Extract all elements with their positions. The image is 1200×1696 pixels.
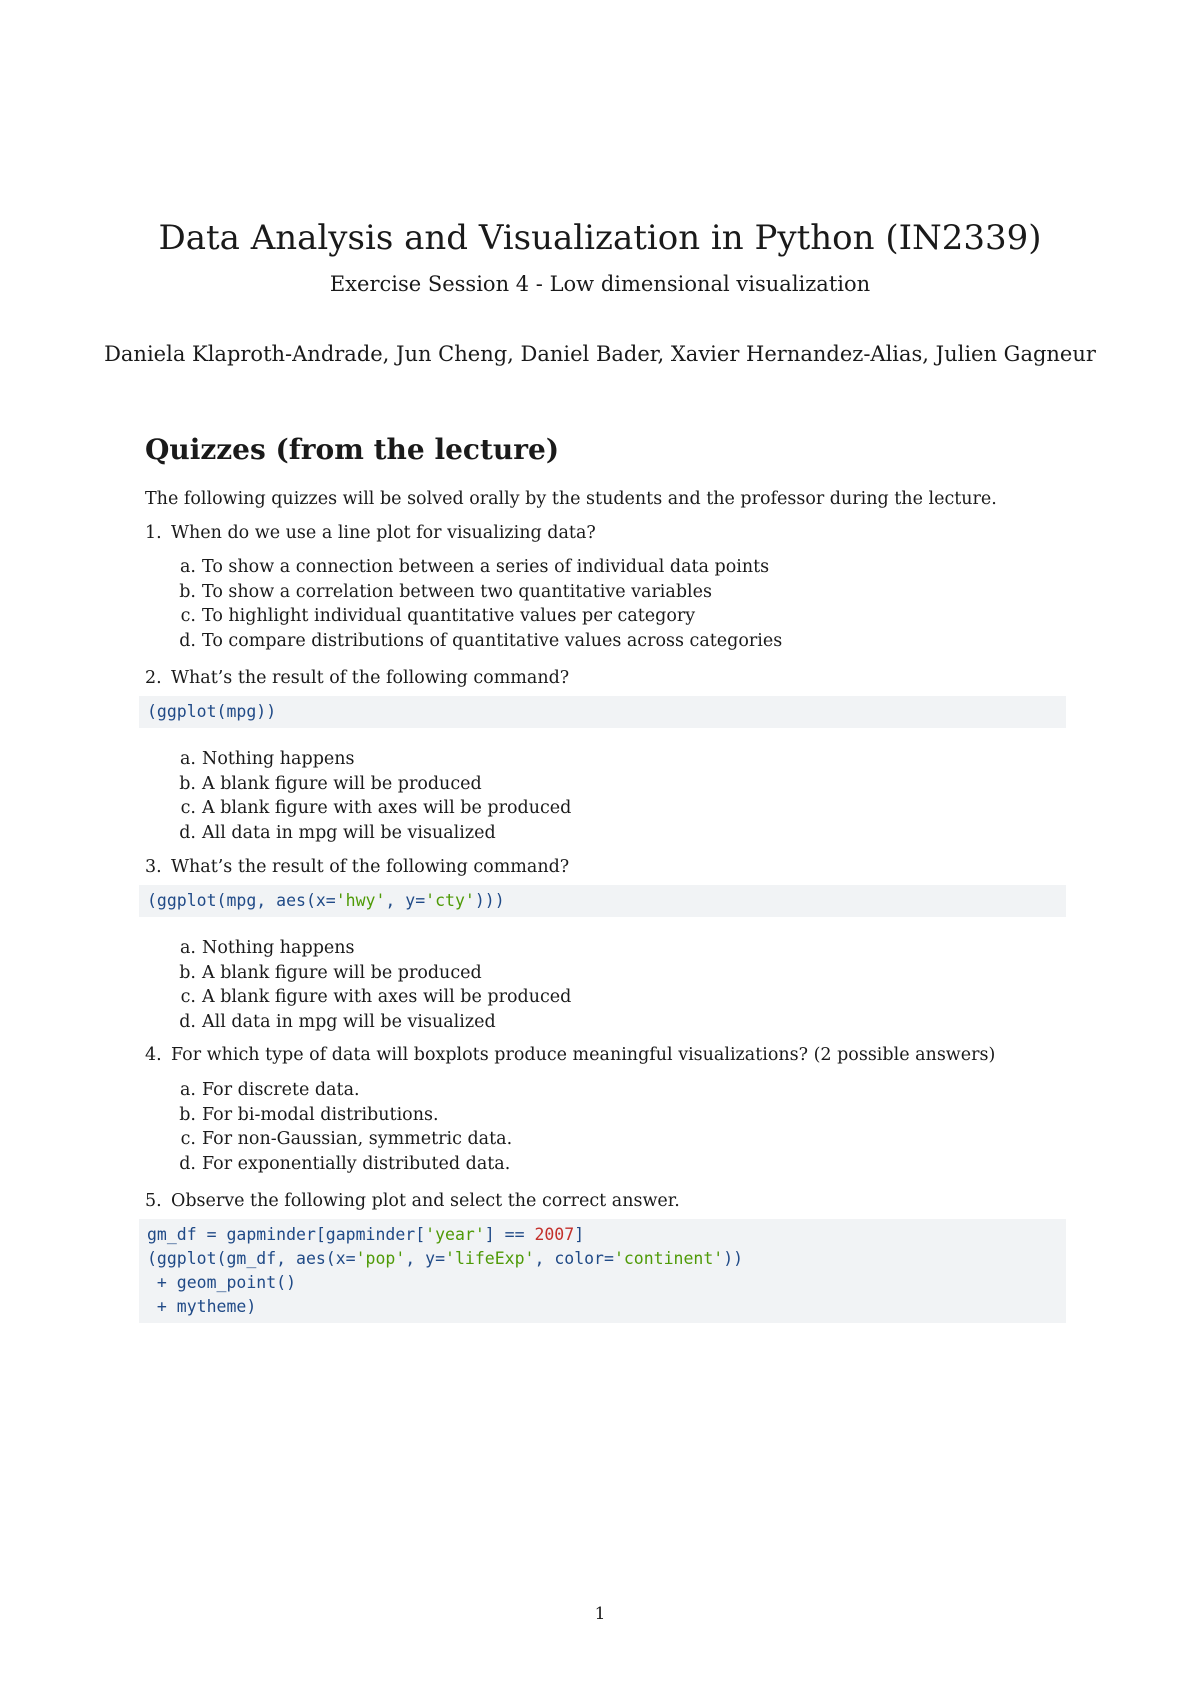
question-2 — [145, 666, 569, 690]
option-text: To compare distributions of quantitative values across categories — [202, 630, 783, 651]
code-token: ] == — [484, 1225, 535, 1244]
question-text: When do we use a line plot for visualizing data? — [171, 523, 596, 543]
question-number: 5. — [145, 1191, 162, 1211]
code-string: 'cty' — [425, 891, 475, 910]
option-letter: c. — [180, 798, 196, 818]
document-authors: Daniela Klaproth-Andrade, Jun Cheng, Daniel Bader, Xavier Hernandez-Alias, Julien Gagneur — [104, 342, 1096, 366]
question-text: What’s the result of the following command? — [171, 668, 570, 688]
question-5 — [145, 1189, 680, 1213]
code-token: gm_df = gapminder[gapminder[ — [147, 1225, 426, 1244]
question-number: 3. — [145, 857, 162, 877]
option-text: For discrete data. — [202, 1080, 360, 1100]
option-letter: d. — [179, 822, 196, 843]
option-text: Nothing happens — [202, 938, 355, 958]
question-3 — [145, 855, 569, 879]
code-token: ] — [574, 1225, 585, 1244]
section-heading: Quizzes (from the lecture) — [145, 433, 560, 466]
option-text: To highlight individual quantitative values per category — [202, 606, 696, 626]
option-letter: b. — [179, 773, 196, 794]
list-item — [168, 1078, 512, 1103]
option-letter: c. — [180, 606, 196, 626]
section-intro: The following quizzes will be solved orally by the students and the professor during the lecture. — [145, 489, 997, 509]
list-item — [168, 555, 782, 580]
option-text: For exponentially distributed data. — [202, 1153, 511, 1174]
code-token: , y= — [385, 891, 426, 910]
list-item — [168, 747, 571, 772]
code-line — [147, 1247, 1058, 1271]
question-1-options — [168, 555, 782, 653]
list-item — [168, 985, 571, 1010]
option-letter: b. — [179, 962, 196, 983]
option-text: A blank figure will be produced — [202, 773, 482, 794]
code-token: , y= — [405, 1249, 446, 1268]
list-item — [168, 936, 571, 961]
list-item — [168, 1010, 571, 1035]
list-item — [168, 821, 571, 846]
document-title: Data Analysis and Visualization in Python (IN2339) — [158, 218, 1042, 258]
code-block-2 — [139, 696, 1066, 728]
option-text: A blank figure with axes will be produced — [202, 987, 572, 1007]
code-line — [147, 1295, 1058, 1319]
question-4-options — [168, 1078, 512, 1176]
list-item — [168, 1152, 512, 1177]
code-block-5 — [139, 1219, 1066, 1323]
option-text: All data in mpg will be visualized — [202, 1011, 496, 1032]
option-letter: a. — [180, 557, 196, 577]
option-letter: a. — [180, 1080, 196, 1100]
code-token: , color= — [534, 1249, 614, 1268]
code-line — [147, 1223, 1058, 1247]
code-line — [147, 1271, 1058, 1295]
code-string: 'year' — [425, 1225, 485, 1244]
option-text: For non-Gaussian, symmetric data. — [202, 1129, 513, 1149]
code-number: 2007 — [534, 1225, 575, 1244]
code-string: 'hwy' — [335, 891, 386, 910]
option-letter: b. — [179, 581, 196, 602]
question-2-options — [168, 747, 571, 845]
option-text: To show a connection between a series of individual data points — [202, 557, 770, 577]
option-letter: a. — [180, 938, 196, 958]
question-number: 4. — [145, 1045, 162, 1065]
option-letter: b. — [179, 1104, 196, 1125]
question-text: What’s the result of the following command? — [171, 857, 570, 877]
option-text: A blank figure with axes will be produced — [202, 798, 572, 818]
code-line: (ggplot(mpg)) — [147, 702, 277, 721]
option-text: Nothing happens — [202, 749, 355, 769]
code-string: 'lifeExp' — [445, 1249, 535, 1268]
option-letter: c. — [180, 1129, 196, 1149]
list-item — [168, 580, 782, 605]
code-block-3 — [139, 885, 1066, 917]
option-text: For bi-modal distributions. — [202, 1104, 439, 1125]
option-letter: d. — [179, 1011, 196, 1032]
question-number: 1. — [145, 523, 162, 543]
question-4 — [145, 1043, 995, 1067]
question-text: For which type of data will boxplots produce meaningful visualizations? (2 possible answers) — [171, 1045, 996, 1065]
list-item — [168, 604, 782, 629]
option-letter: c. — [180, 987, 196, 1007]
code-token: ))) — [474, 891, 505, 910]
code-token: + geom_point() — [147, 1273, 297, 1292]
question-number: 2. — [145, 668, 162, 688]
code-string: 'continent' — [613, 1249, 724, 1268]
list-item — [168, 796, 571, 821]
code-string: 'pop' — [355, 1249, 406, 1268]
question-1 — [145, 521, 596, 545]
option-letter: a. — [180, 749, 196, 769]
option-text: To show a correlation between two quantitative variables — [202, 581, 712, 602]
list-item — [168, 961, 571, 986]
code-token: (ggplot(gm_df, aes(x= — [147, 1249, 356, 1268]
document-subtitle: Exercise Session 4 - Low dimensional visualization — [329, 272, 871, 296]
code-token: )) — [723, 1249, 744, 1268]
list-item — [168, 629, 782, 654]
list-item — [168, 772, 571, 797]
option-letter: d. — [179, 630, 196, 651]
code-token: + mytheme) — [147, 1297, 257, 1316]
page-number: 1 — [594, 1604, 606, 1624]
question-text: Observe the following plot and select the correct answer. — [171, 1191, 680, 1211]
code-token: (ggplot(mpg, aes(x= — [147, 891, 336, 910]
list-item — [168, 1127, 512, 1152]
option-letter: d. — [179, 1153, 196, 1174]
list-item — [168, 1103, 512, 1128]
question-3-options — [168, 936, 571, 1034]
option-text: All data in mpg will be visualized — [202, 822, 496, 843]
option-text: A blank figure will be produced — [202, 962, 482, 983]
